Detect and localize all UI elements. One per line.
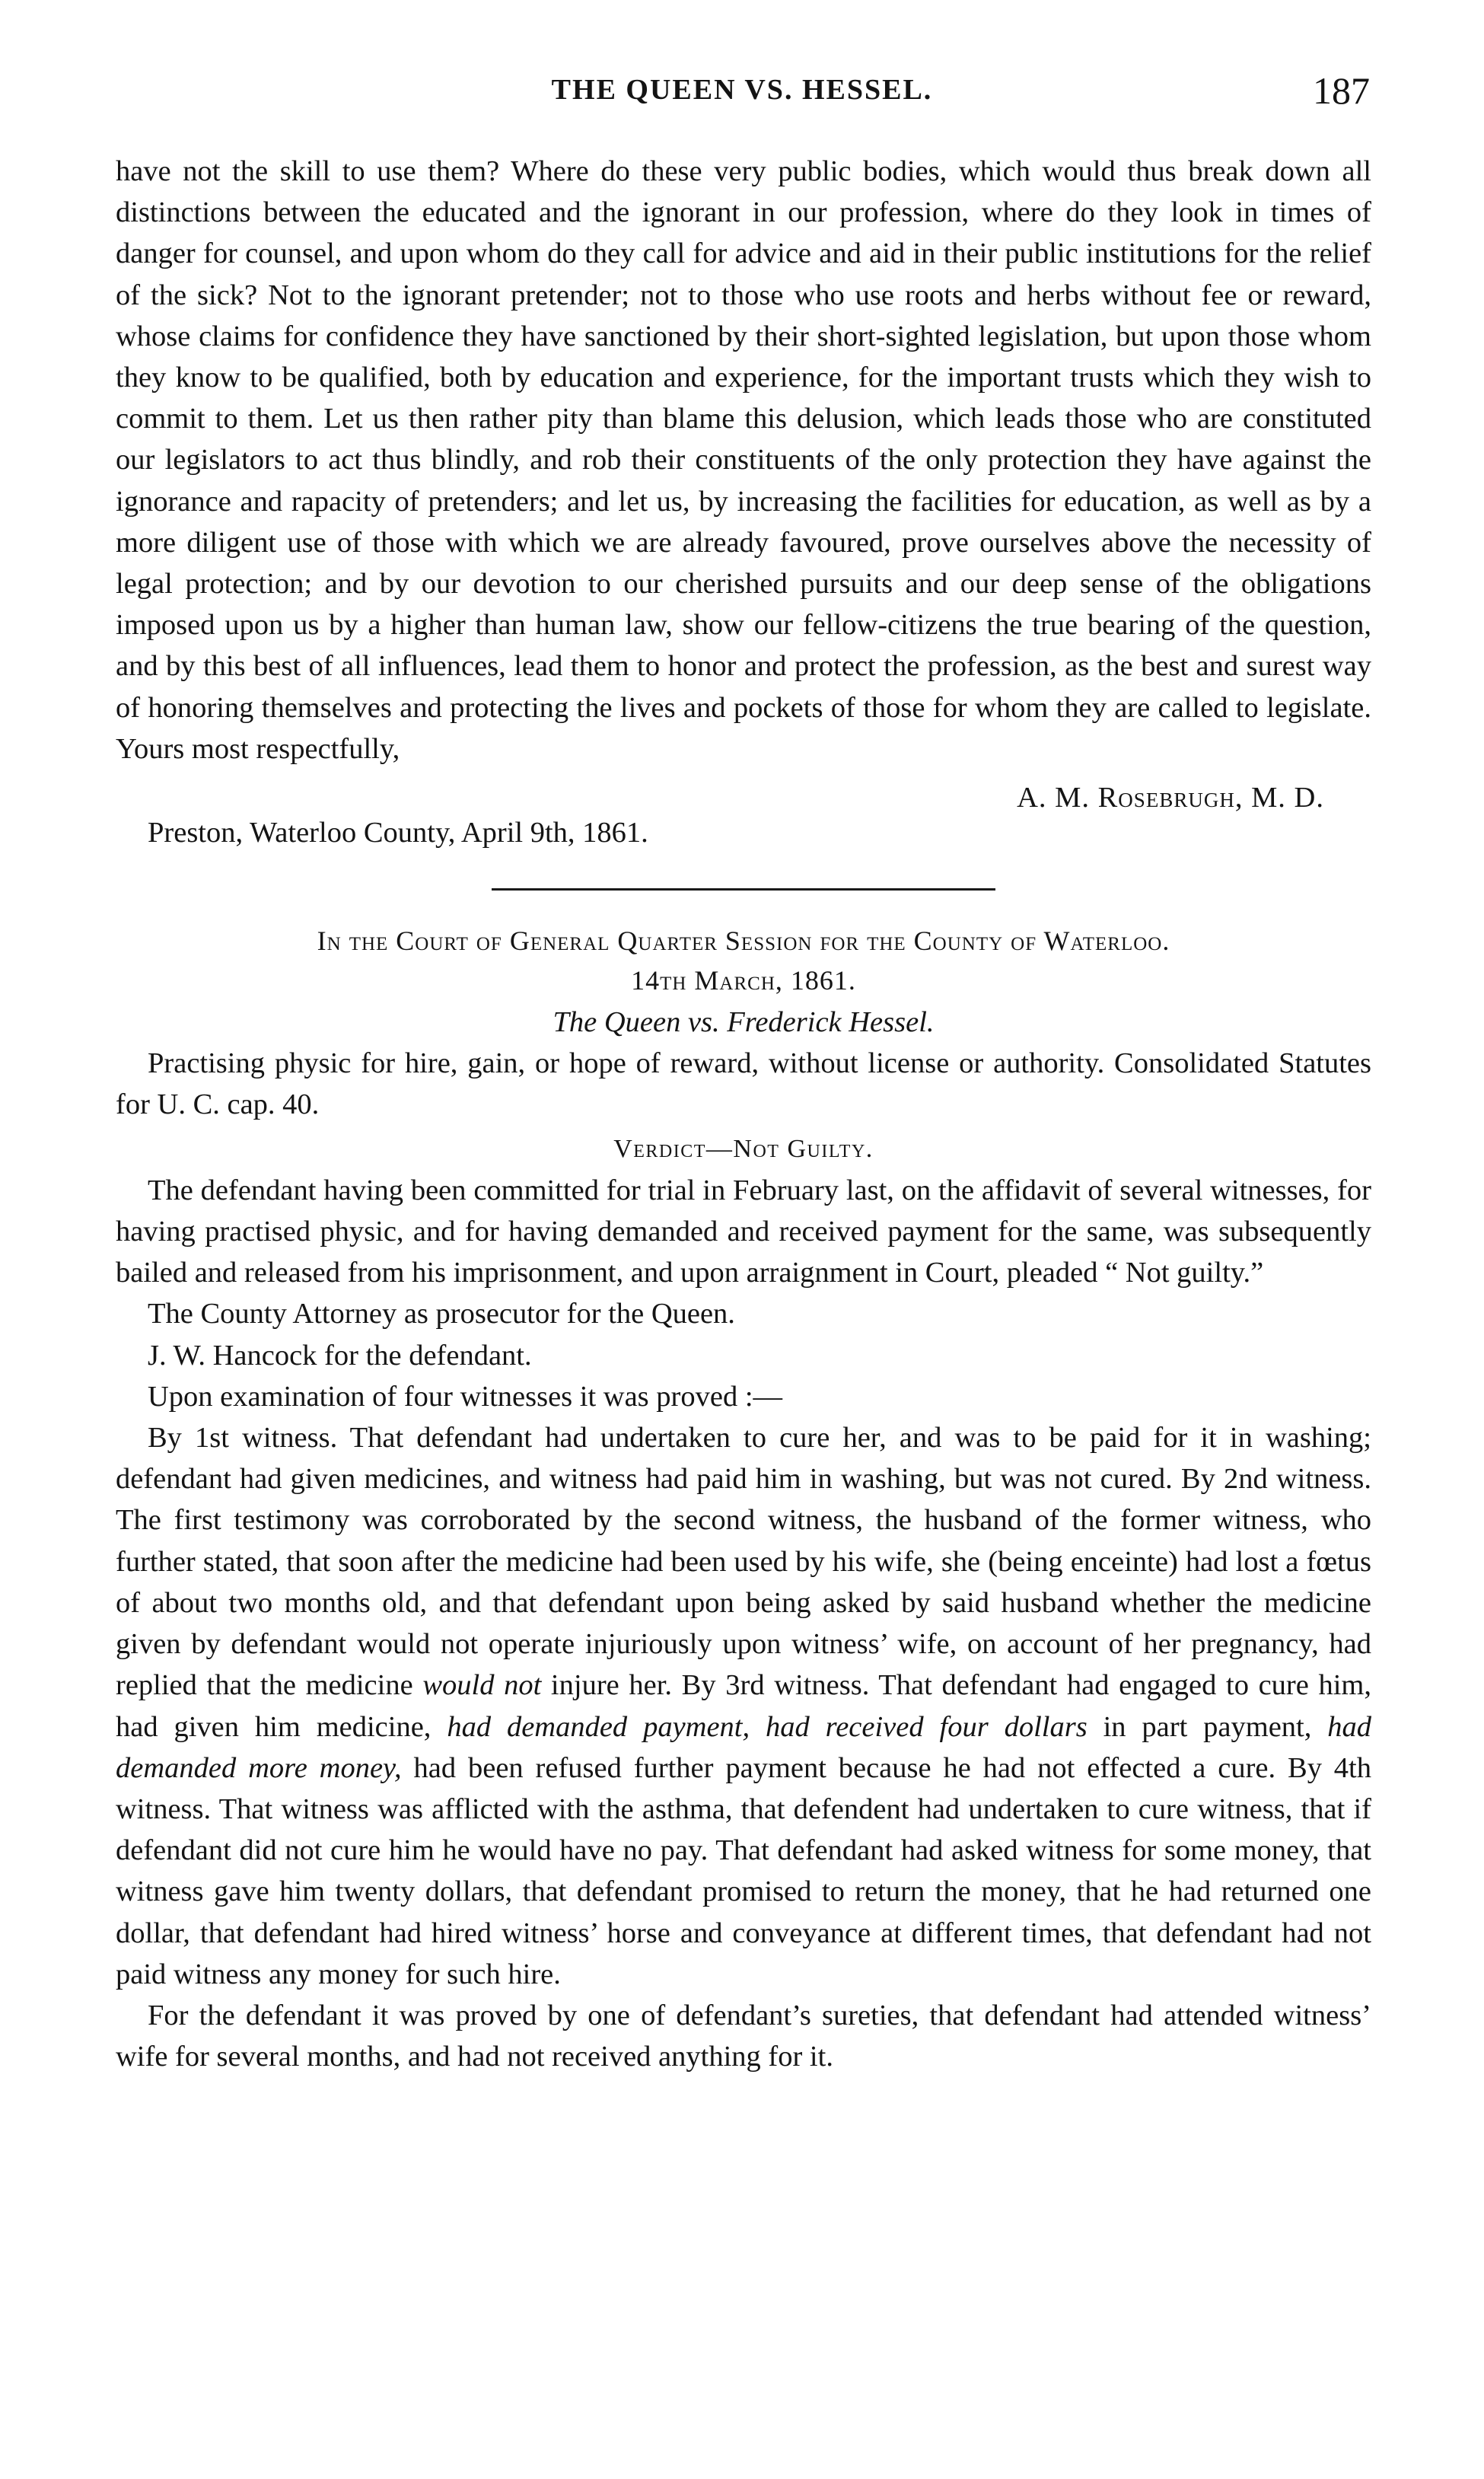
running-title: THE QUEEN VS. HESSEL. [551,74,933,106]
letter-dateline: Preston, Waterloo County, April 9th, 1861. [148,817,648,849]
section-divider [492,888,995,891]
testimony-text: By 1st witness. That defendant had undertaken to cure her, and was to be paid for it in washing; defendant had given medicines, and witness had paid him in washing, but was not cured. By 2nd witness. The first testimony was corroborated by the second witness, the husband of the former witness, who further stated, that soon after the medicine had been used by his wife, she (being enceinte) had lost a fœtus of about two months old, and that defendant upon being asked by said husband whether the medicine given by defendant would not operate injuriously upon witness’ wife, on account of her pregnancy, had replied that the medicine [116,1422,1371,1702]
defence-proof-paragraph: For the defendant it was proved by one of defendant’s sureties, that defendant had attended witness’ wife for several months, and had not received anything for it. [116,1999,1371,2073]
letter-paragraph: have not the skill to use them? Where do these very public bodies, which would thus break down all distinctions between the educated and the ignorant in our profession, where do they look in times of danger for counsel, and upon whom do they call for advice and aid in their public institutions for the relief of the sick? Not to the ignorant pretender; not to those who use roots and herbs without fee or reward, whose claims for confidence they have sanctioned by their short-sighted legislation, but upon those whom they know to be qualified, both by education and experience, for the important trusts which they wish to commit to them. Let us then rather pity than blame this delusion, which leads those who are constituted our legislators to act thus blindly, and rob their constituents of the only protection they have against the ignorance and rapacity of pretenders; and let us, by increasing the facilities for education, as well as by a more diligent use of those with which we are already favoured, prove ourselves above the necessity of legal protection; and by our devotion to our cherished pursuits and our deep sense of the obligations imposed upon us by a higher than human law, show our fellow-citizens the true bearing of the question, and by this best of all influences, lead them to honor and protect the profession, as the best and surest way of honoring themselves and protecting the lives and pockets of those for whom they are called to legislate. Yours most respectfully, [116,155,1371,765]
letter-signature: A. M. Rosebrugh, M. D. [1017,782,1324,814]
testimony-text: in part payment, [1087,1710,1328,1743]
running-head [114,69,1370,119]
page-number: 187 [1313,69,1370,112]
prosecutor-line: The County Attorney as prosecutor for the Queen. [148,1298,735,1330]
court-date: 14th March, 1861. [631,965,856,996]
testimony-italic: would not [422,1669,542,1702]
defence-counsel-line: J. W. Hancock for the defendant. [148,1339,532,1372]
testimony-paragraph [116,1417,1371,1995]
case-title: The Queen vs. Frederick Hessel. [553,1006,935,1039]
body-text [116,151,1371,2077]
verdict: Verdict—Not Guilty. [613,1134,874,1163]
testimony-text: had been refused further payment because he had not effected a cure. By 4th witness. That witness was afflicted with the asthma, that defendent had undertaken to cure witness, that if defendant did not cure him he would have no pay. That defendant had asked witness for some money, that witness gave him twenty dollars, that defendant promised to return the money, that he had returned one dollar, that defendant had hired witness’ horse and conveyance at different times, that defendant had not paid witness any money for such hire. [116,1751,1372,1990]
signature-block [116,770,1371,852]
charge-paragraph: Practising physic for hire, gain, or hope of reward, without license or authority. Consolidated Statutes for U. C. cap. 40. [116,1047,1371,1121]
testimony-text: injure her. By 3rd witness. That defendant had engaged to cure him, had given him medicine, [116,1669,1372,1743]
examination-intro: Upon examination of four witnesses it was proved :— [148,1380,783,1413]
court-heading: In the Court of General Quarter Session for the County of Waterloo. [317,926,1170,957]
testimony-italic: had demanded payment, had received four dollars [447,1710,1088,1743]
testimony-italic: had demanded more money, [116,1710,1372,1784]
committal-paragraph: The defendant having been committed for trial in February last, on the affidavit of several witnesses, for having practised physic, and for having demanded and received payment for the same, was subsequently bailed and released from his imprisonment, and upon arraignment in Court, pleaded “ Not guilty.” [116,1174,1371,1289]
